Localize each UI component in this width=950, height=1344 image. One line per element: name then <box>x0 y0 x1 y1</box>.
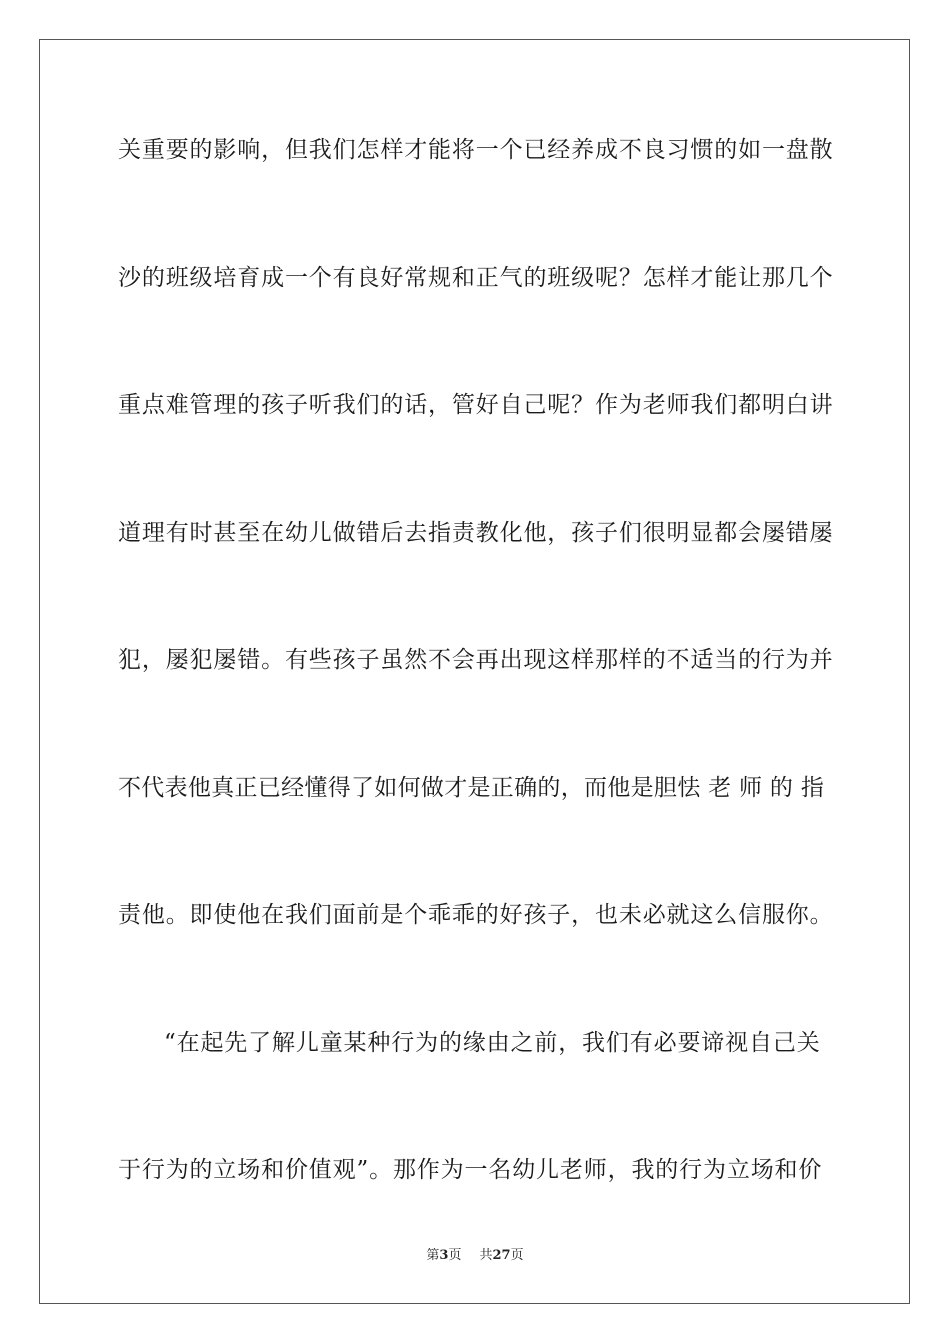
paragraph-line: 道理有时甚至在幼儿做错后去指责教化他，孩子们很明显都会屡错屡 <box>118 519 834 546</box>
page-prefix: 第 <box>426 1248 440 1263</box>
paragraph-line: 责他。即使他在我们面前是个乖乖的好孩子，也未必就这么信服你。 <box>118 902 834 928</box>
page-suffix: 页 <box>448 1248 462 1263</box>
paragraph-line: 沙的班级培育成一个有良好常规和正气的班级呢？怎样才能让那几个 <box>118 264 834 291</box>
paragraph-line: 重点难管理的孩子听我们的话，管好自己呢？作为老师我们都明白讲 <box>118 392 834 418</box>
total-pages: 27 <box>492 1248 511 1263</box>
page-footer <box>0 1247 950 1265</box>
paragraph-line: 犯，屡犯屡错。有些孩子虽然不会再出现这样那样的不适当的行为并 <box>118 647 834 673</box>
paragraph-line: 于行为的立场和价值观”。那作为一名幼儿老师，我的行为立场和价 <box>118 1157 823 1183</box>
total-prefix: 共 <box>479 1248 493 1263</box>
paragraph-line: 不代表他真正已经懂得了如何做才是正确的，而他是胆怯 老 师 的 指 <box>118 774 825 801</box>
paragraph-line: 关重要的影响，但我们怎样才能将一个已经养成不良习惯的如一盘散 <box>118 137 834 163</box>
page-number: 3 <box>439 1248 449 1263</box>
paragraph-line-indented: “在起先了解儿童某种行为的缘由之前，我们有必要谛视自己关 <box>164 1029 821 1056</box>
document-body <box>118 127 834 1275</box>
total-suffix: 页 <box>510 1248 524 1263</box>
